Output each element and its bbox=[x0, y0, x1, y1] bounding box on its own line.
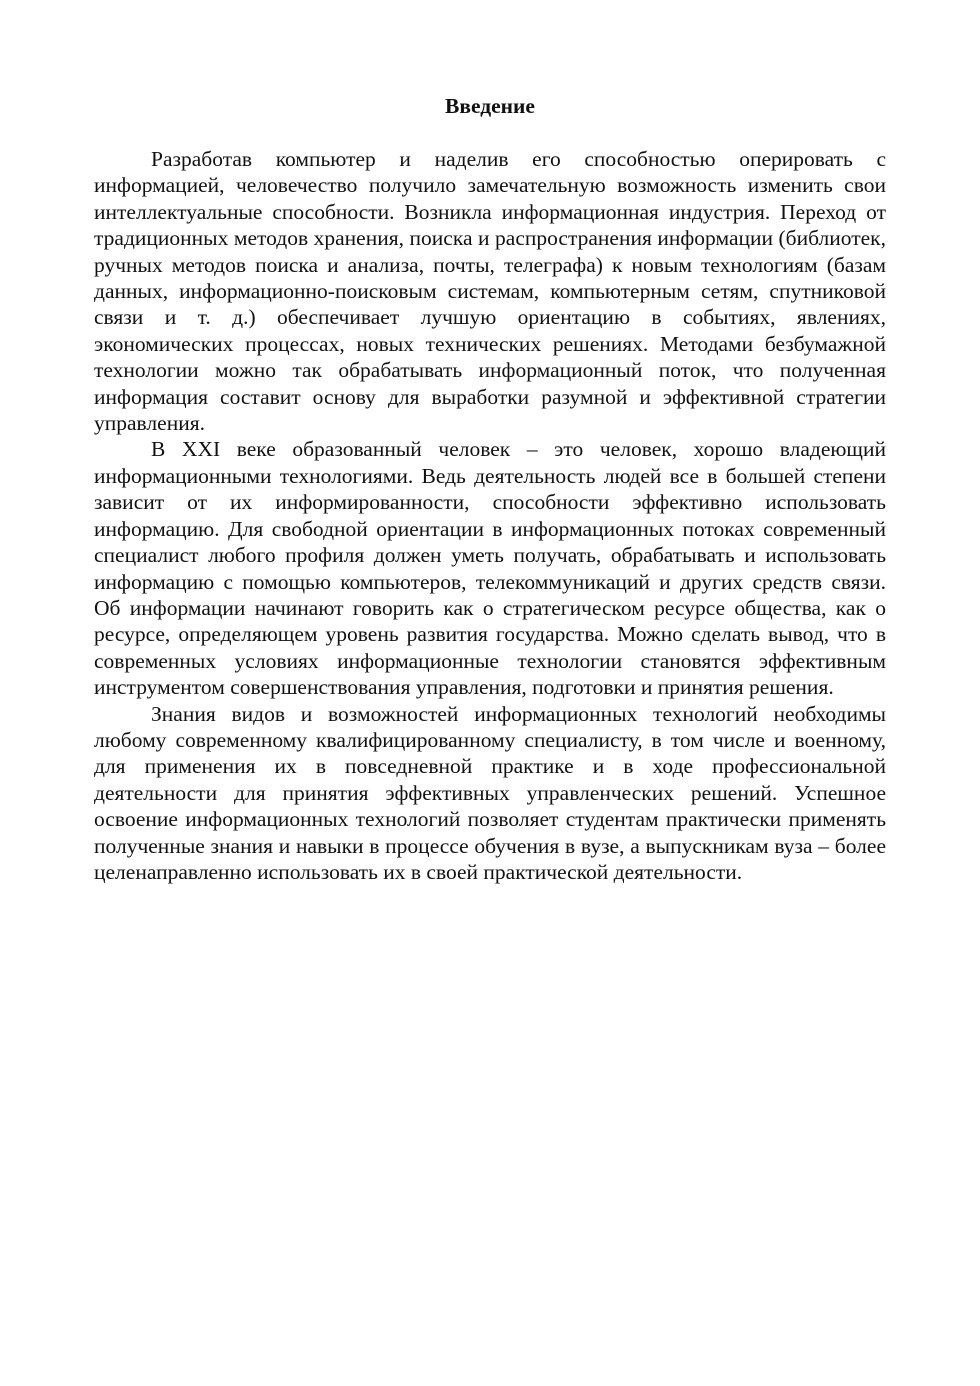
document-body bbox=[94, 92, 886, 885]
paragraph-1: Разработав компьютер и наделив его способностью оперировать с информацией, человечество получило замечательную возможность изменить свои интеллектуальные способности. Возникла информационная индустрия. Переход от традиционных методов хранения, поиска и распространения информации (библиотек, ручных методов поиска и анализа, почты, телеграфа) к новым технологиям (базам данных, информационно-поисковым системам, компьютерным сетям, спутниковой связи и т. д.) обеспечивает лучшую ориентацию в событиях, явлениях, экономических процессах, новых технических решениях. Методами безбумажной технологии можно так обрабатывать информационный поток, что полученная информация составит основу для выработки разумной и эффективной стратегии управления. bbox=[94, 147, 886, 436]
paragraph-3: Знания видов и возможностей информационных технологий необходимы любому современному квалифицированному специалисту, в том числе и военному, для применения их в повседневной практике и в ходе профессиональной деятельности для принятия эффективных управленческих решений. Успешное освоение информационных технологий позволяет студентам практически применять полученные знания и навыки в процессе обучения в вузе, а выпускникам вуза – более целенаправленно использовать их в своей практической деятельности. bbox=[94, 701, 886, 884]
paragraph-2: В XXI веке образованный человек – это человек, хорошо владеющий информационными технологиями. Ведь деятельность людей все в большей степени зависит от их информированности, способности эффективно использовать информацию. Для свободной ориентации в информационных потоках современный специалист любого профиля должен уметь получать, обрабатывать и использовать информацию с помощью компьютеров, телекоммуникаций и других средств связи. Об информации начинают говорить как о стратегическом ресурсе общества, как о ресурсе, определяющем уровень развития государства. Можно сделать вывод, что в современных условиях информационные технологии становятся эффективным инструментом совершенствования управления, подготовки и принятия решения. bbox=[94, 437, 886, 700]
page-title: Введение bbox=[445, 94, 535, 118]
